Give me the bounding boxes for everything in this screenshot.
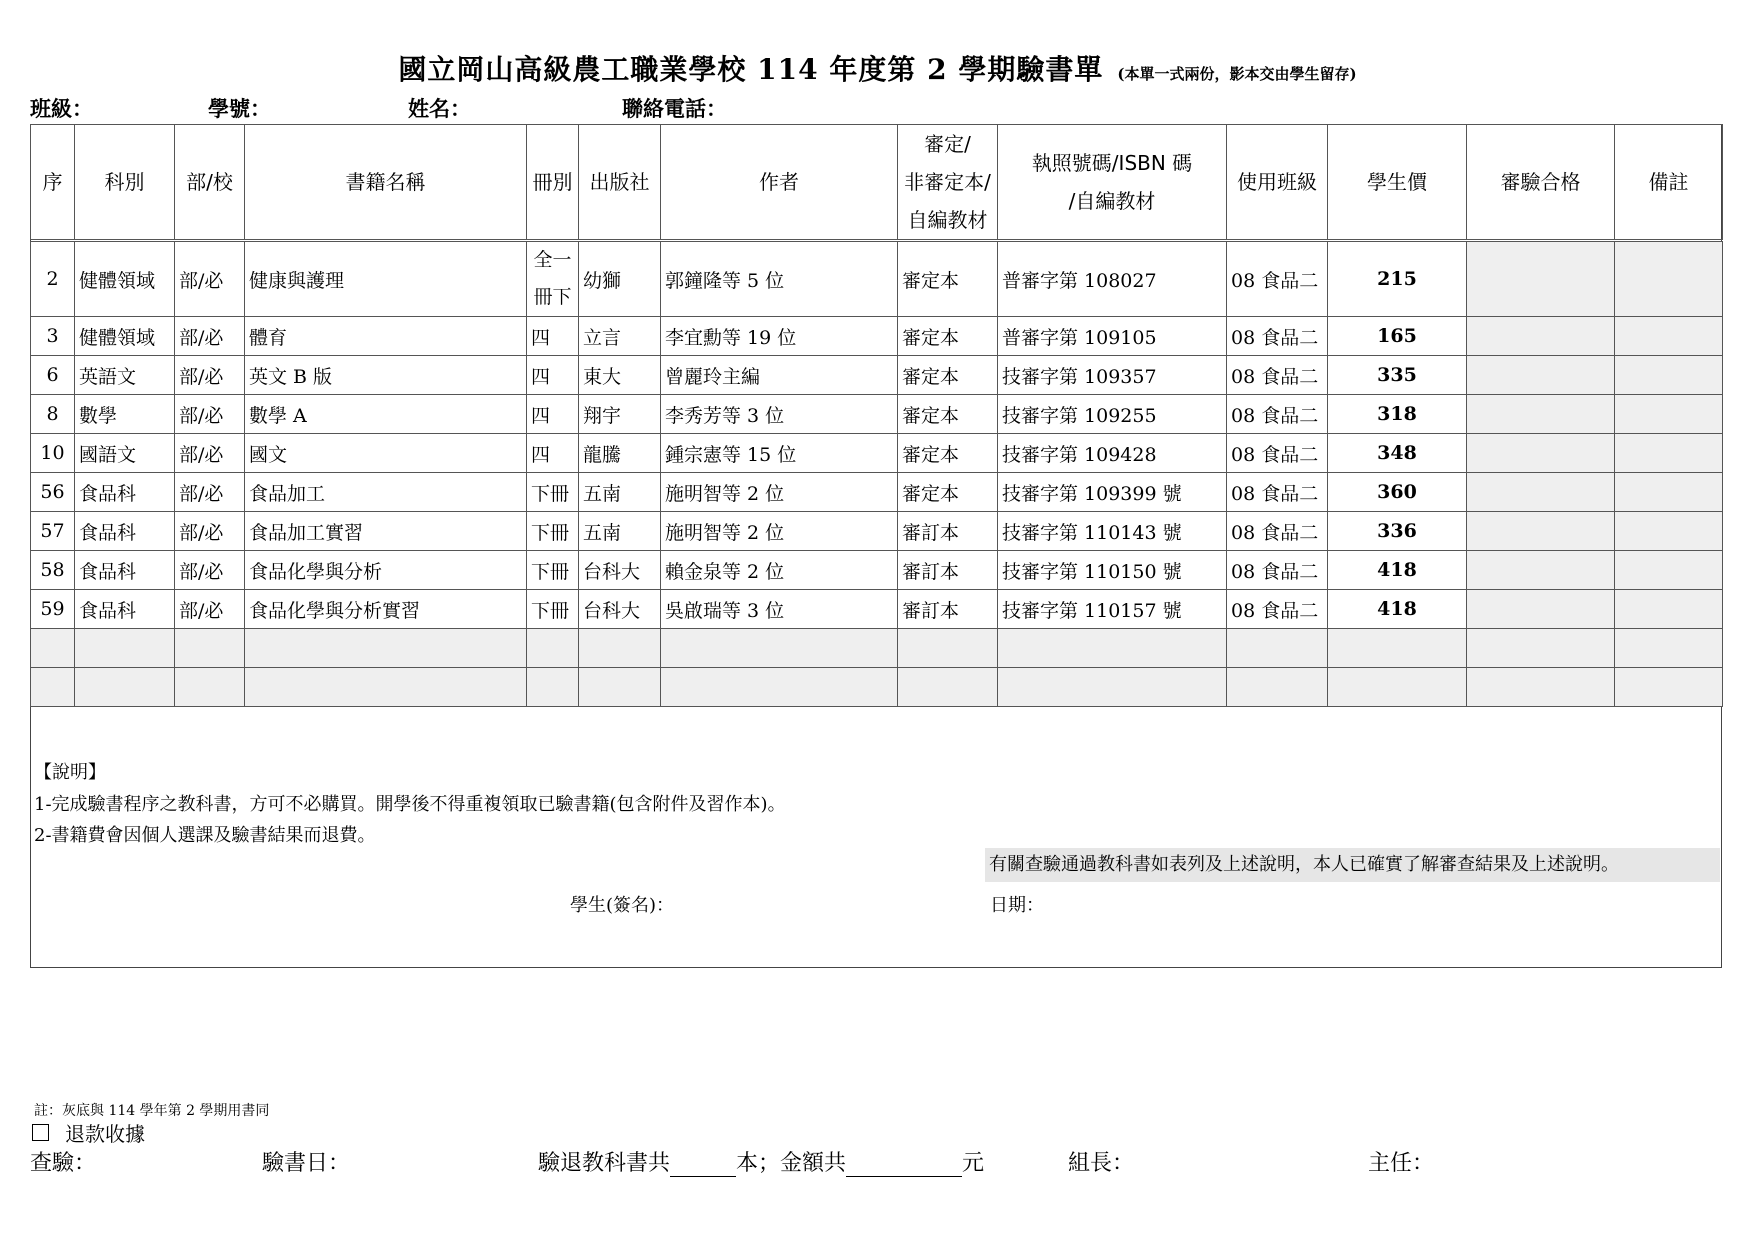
cell-class: 08 食品二 bbox=[1227, 473, 1328, 512]
cell-seq: 10 bbox=[31, 434, 75, 473]
blank-cell bbox=[31, 668, 75, 707]
cell-price: 165 bbox=[1328, 317, 1467, 356]
cell-publisher: 幼獅 bbox=[579, 241, 661, 317]
student-no-label: 學號： bbox=[208, 96, 271, 121]
cell-subject: 數學 bbox=[75, 395, 175, 434]
cell-pass[interactable] bbox=[1467, 512, 1615, 551]
blank-cell bbox=[1328, 629, 1467, 668]
cell-author: 郭鐘隆等 5 位 bbox=[661, 241, 898, 317]
cell-volume: 下冊 bbox=[527, 473, 579, 512]
explanation-heading: 【說明】 bbox=[34, 762, 106, 783]
cell-dept: 部/必 bbox=[175, 473, 245, 512]
cell-publisher: 台科大 bbox=[579, 551, 661, 590]
cell-pass[interactable] bbox=[1467, 395, 1615, 434]
cell-remark[interactable] bbox=[1615, 356, 1723, 395]
cell-volume: 四 bbox=[527, 434, 579, 473]
cell-publisher: 五南 bbox=[579, 473, 661, 512]
cell-pass[interactable] bbox=[1467, 590, 1615, 629]
cell-type: 審訂本 bbox=[898, 590, 998, 629]
explanation-line-1: 1-完成驗書程序之教科書，方可不必購買。開學後不得重複領取已驗書籍(包含附件及習作本)。 bbox=[34, 794, 786, 815]
cell-pass[interactable] bbox=[1467, 434, 1615, 473]
col-header-type-line3: 自編教材 bbox=[907, 208, 988, 232]
return-count-blank[interactable] bbox=[670, 1154, 736, 1177]
refund-label: 退款收據 bbox=[65, 1122, 145, 1146]
group-leader-label: 組長： bbox=[1068, 1151, 1135, 1176]
cell-seq: 6 bbox=[31, 356, 75, 395]
blank-cell bbox=[175, 668, 245, 707]
cell-subject: 健體領域 bbox=[75, 317, 175, 356]
cell-dept: 部/必 bbox=[175, 434, 245, 473]
blank-cell bbox=[75, 629, 175, 668]
blank-cell bbox=[1227, 668, 1328, 707]
cell-remark[interactable] bbox=[1615, 590, 1723, 629]
cell-subject: 國語文 bbox=[75, 434, 175, 473]
cell-price: 418 bbox=[1328, 590, 1467, 629]
cell-type: 審定本 bbox=[898, 317, 998, 356]
cell-dept: 部/必 bbox=[175, 590, 245, 629]
cell-publisher: 東大 bbox=[579, 356, 661, 395]
cell-license: 技審字第 110150 號 bbox=[998, 551, 1227, 590]
page-title bbox=[0, 48, 1755, 88]
blank-cell bbox=[898, 629, 998, 668]
cell-class: 08 食品二 bbox=[1227, 241, 1328, 317]
col-header-type bbox=[898, 125, 998, 241]
cell-book: 食品化學與分析實習 bbox=[245, 590, 527, 629]
cell-seq: 58 bbox=[31, 551, 75, 590]
blank-cell bbox=[898, 668, 998, 707]
col-header-type-line2: 非審定本/ bbox=[904, 170, 991, 194]
cell-type: 審定本 bbox=[898, 356, 998, 395]
cell-volume: 四 bbox=[527, 395, 579, 434]
cell-seq: 59 bbox=[31, 590, 75, 629]
cell-dept: 部/必 bbox=[175, 512, 245, 551]
cell-remark[interactable] bbox=[1615, 551, 1723, 590]
cell-price: 335 bbox=[1328, 356, 1467, 395]
blank-cell bbox=[1227, 629, 1328, 668]
blank-cell bbox=[245, 629, 527, 668]
explanation-line-2: 2-書籍費會因個人選課及驗書結果而退費。 bbox=[34, 825, 376, 846]
cell-dept: 部/必 bbox=[175, 395, 245, 434]
cell-class: 08 食品二 bbox=[1227, 395, 1328, 434]
cell-subject: 健體領域 bbox=[75, 241, 175, 317]
cell-remark[interactable] bbox=[1615, 473, 1723, 512]
cell-author: 李宜勳等 19 位 bbox=[661, 317, 898, 356]
col-header-seq: 序 bbox=[31, 125, 75, 241]
cell-license: 普審字第 108027 bbox=[998, 241, 1227, 317]
cell-subject: 英語文 bbox=[75, 356, 175, 395]
cell-volume: 下冊 bbox=[527, 551, 579, 590]
cell-dept: 部/必 bbox=[175, 317, 245, 356]
col-header-subject: 科別 bbox=[75, 125, 175, 241]
cell-class: 08 食品二 bbox=[1227, 317, 1328, 356]
col-header-license-line1: 執照號碼/ISBN 碼 bbox=[1031, 151, 1193, 175]
cell-license: 技審字第 109428 bbox=[998, 434, 1227, 473]
cell-pass[interactable] bbox=[1467, 473, 1615, 512]
blank-cell bbox=[998, 668, 1227, 707]
cell-seq: 8 bbox=[31, 395, 75, 434]
cell-volume: 四 bbox=[527, 317, 579, 356]
cell-pass[interactable] bbox=[1467, 356, 1615, 395]
cell-license: 技審字第 109399 號 bbox=[998, 473, 1227, 512]
inspect-date-label: 驗書日： bbox=[262, 1151, 351, 1176]
cell-license: 普審字第 109105 bbox=[998, 317, 1227, 356]
blank-cell bbox=[579, 668, 661, 707]
director-label: 主任： bbox=[1368, 1151, 1435, 1176]
cell-book: 食品化學與分析 bbox=[245, 551, 527, 590]
cell-price: 348 bbox=[1328, 434, 1467, 473]
blank-cell bbox=[527, 668, 579, 707]
cell-license: 技審字第 110157 號 bbox=[998, 590, 1227, 629]
cell-pass[interactable] bbox=[1467, 551, 1615, 590]
cell-subject: 食品科 bbox=[75, 551, 175, 590]
cell-seq: 57 bbox=[31, 512, 75, 551]
table-header-row bbox=[31, 125, 1723, 241]
table-row bbox=[31, 317, 1723, 356]
table-row bbox=[31, 241, 1723, 317]
return-amount-blank[interactable] bbox=[846, 1154, 962, 1177]
cell-publisher: 龍騰 bbox=[579, 434, 661, 473]
cell-author: 曾麗玲主編 bbox=[661, 356, 898, 395]
cell-author: 施明智等 2 位 bbox=[661, 512, 898, 551]
cell-author: 吳啟瑞等 3 位 bbox=[661, 590, 898, 629]
date-label: 日期： bbox=[990, 895, 1044, 916]
cell-license: 技審字第 109357 bbox=[998, 356, 1227, 395]
table-row bbox=[31, 395, 1723, 434]
col-header-pass: 審驗合格 bbox=[1467, 125, 1615, 241]
blank-cell bbox=[1467, 668, 1615, 707]
cell-license: 技審字第 109255 bbox=[998, 395, 1227, 434]
cell-volume: 四 bbox=[527, 356, 579, 395]
cell-subject: 食品科 bbox=[75, 473, 175, 512]
cell-volume: 下冊 bbox=[527, 512, 579, 551]
cell-dept: 部/必 bbox=[175, 241, 245, 317]
refund-receipt bbox=[32, 1118, 145, 1147]
blank-cell bbox=[998, 629, 1227, 668]
col-header-class: 使用班級 bbox=[1227, 125, 1328, 241]
cell-price: 360 bbox=[1328, 473, 1467, 512]
return-summary bbox=[538, 1146, 984, 1177]
cell-class: 08 食品二 bbox=[1227, 551, 1328, 590]
footnote: 註：灰底與 114 學年第 2 學期用書同 bbox=[34, 1103, 270, 1119]
cell-author: 施明智等 2 位 bbox=[661, 473, 898, 512]
cell-license: 技審字第 110143 號 bbox=[998, 512, 1227, 551]
cell-publisher: 五南 bbox=[579, 512, 661, 551]
cell-publisher: 台科大 bbox=[579, 590, 661, 629]
cell-volume-line1: 全一 bbox=[533, 249, 572, 271]
cell-remark[interactable] bbox=[1615, 241, 1723, 317]
col-header-license-line2: /自編教材 bbox=[1068, 189, 1156, 213]
cell-author: 鍾宗憲等 15 位 bbox=[661, 434, 898, 473]
return-amount-label: 本；金額共 bbox=[736, 1151, 847, 1176]
currency-unit: 元 bbox=[962, 1151, 985, 1176]
table-row bbox=[31, 473, 1723, 512]
form-copy-note: (本單一式兩份，影本交由學生留存) bbox=[1117, 65, 1357, 83]
cell-book: 食品加工 bbox=[245, 473, 527, 512]
blank-cell bbox=[175, 629, 245, 668]
cell-remark[interactable] bbox=[1615, 512, 1723, 551]
cell-type: 審定本 bbox=[898, 241, 998, 317]
cell-volume-line2: 冊下 bbox=[533, 286, 572, 308]
cell-type: 審定本 bbox=[898, 395, 998, 434]
cell-volume: 下冊 bbox=[527, 590, 579, 629]
table-row-blank bbox=[31, 668, 1723, 707]
cell-remark[interactable] bbox=[1615, 434, 1723, 473]
cell-class: 08 食品二 bbox=[1227, 434, 1328, 473]
cell-book: 英文 B 版 bbox=[245, 356, 527, 395]
class-label: 班級： bbox=[30, 96, 93, 121]
name-label: 姓名： bbox=[408, 96, 471, 121]
cell-seq: 2 bbox=[31, 241, 75, 317]
cell-remark[interactable] bbox=[1615, 317, 1723, 356]
cell-publisher: 立言 bbox=[579, 317, 661, 356]
cell-class: 08 食品二 bbox=[1227, 590, 1328, 629]
blank-cell bbox=[1467, 629, 1615, 668]
cell-type: 審定本 bbox=[898, 434, 998, 473]
cell-seq: 3 bbox=[31, 317, 75, 356]
col-header-book: 書籍名稱 bbox=[245, 125, 527, 241]
blank-cell bbox=[661, 629, 898, 668]
cell-subject: 食品科 bbox=[75, 512, 175, 551]
cell-class: 08 食品二 bbox=[1227, 512, 1328, 551]
table-row bbox=[31, 590, 1723, 629]
blank-cell bbox=[661, 668, 898, 707]
cell-dept: 部/必 bbox=[175, 356, 245, 395]
cell-author: 賴金泉等 2 位 bbox=[661, 551, 898, 590]
cell-dept: 部/必 bbox=[175, 551, 245, 590]
col-header-license bbox=[998, 125, 1227, 241]
blank-cell bbox=[1615, 629, 1723, 668]
blank-cell bbox=[31, 629, 75, 668]
book-table bbox=[30, 124, 1723, 707]
cell-price: 336 bbox=[1328, 512, 1467, 551]
blank-cell bbox=[579, 629, 661, 668]
cell-type: 審訂本 bbox=[898, 551, 998, 590]
table-row bbox=[31, 356, 1723, 395]
confirmation-statement: 有關查驗通過教科書如表列及上述說明，本人已確實了解審查結果及上述說明。 bbox=[985, 848, 1720, 882]
table-row-blank bbox=[31, 629, 1723, 668]
blank-cell bbox=[75, 668, 175, 707]
col-header-volume: 冊別 bbox=[527, 125, 579, 241]
blank-cell bbox=[1328, 668, 1467, 707]
cell-pass[interactable] bbox=[1467, 317, 1615, 356]
cell-seq: 56 bbox=[31, 473, 75, 512]
cell-price: 318 bbox=[1328, 395, 1467, 434]
cell-type: 審定本 bbox=[898, 473, 998, 512]
cell-author: 李秀芳等 3 位 bbox=[661, 395, 898, 434]
col-header-type-line1: 審定/ bbox=[924, 132, 971, 156]
col-header-publisher: 出版社 bbox=[579, 125, 661, 241]
table-row bbox=[31, 434, 1723, 473]
cell-publisher: 翔宇 bbox=[579, 395, 661, 434]
form-title: 國立岡山高級農工職業學校 114 年度第 2 學期驗書單 bbox=[398, 53, 1104, 86]
cell-book: 體育 bbox=[245, 317, 527, 356]
cell-book: 國文 bbox=[245, 434, 527, 473]
table-row bbox=[31, 551, 1723, 590]
cell-price: 418 bbox=[1328, 551, 1467, 590]
col-header-price: 學生價 bbox=[1328, 125, 1467, 241]
col-header-author: 作者 bbox=[661, 125, 898, 241]
cell-remark[interactable] bbox=[1615, 395, 1723, 434]
cell-book: 食品加工實習 bbox=[245, 512, 527, 551]
blank-cell bbox=[245, 668, 527, 707]
cell-book: 數學 A bbox=[245, 395, 527, 434]
cell-volume bbox=[527, 241, 579, 317]
cell-subject: 食品科 bbox=[75, 590, 175, 629]
cell-pass[interactable] bbox=[1467, 241, 1615, 317]
cell-class: 08 食品二 bbox=[1227, 356, 1328, 395]
blank-cell bbox=[1615, 668, 1723, 707]
cell-book: 健康與護理 bbox=[245, 241, 527, 317]
phone-label: 聯絡電話： bbox=[622, 96, 727, 121]
return-count-label: 驗退教科書共 bbox=[538, 1151, 671, 1176]
cell-price: 215 bbox=[1328, 241, 1467, 317]
cell-type: 審訂本 bbox=[898, 512, 998, 551]
refund-checkbox[interactable] bbox=[32, 1124, 49, 1141]
col-header-dept: 部/校 bbox=[175, 125, 245, 241]
blank-cell bbox=[527, 629, 579, 668]
inspect-label: 查驗： bbox=[30, 1151, 97, 1176]
col-header-remark: 備註 bbox=[1615, 125, 1723, 241]
student-signature-label: 學生(簽名)： bbox=[570, 895, 675, 916]
table-row bbox=[31, 512, 1723, 551]
